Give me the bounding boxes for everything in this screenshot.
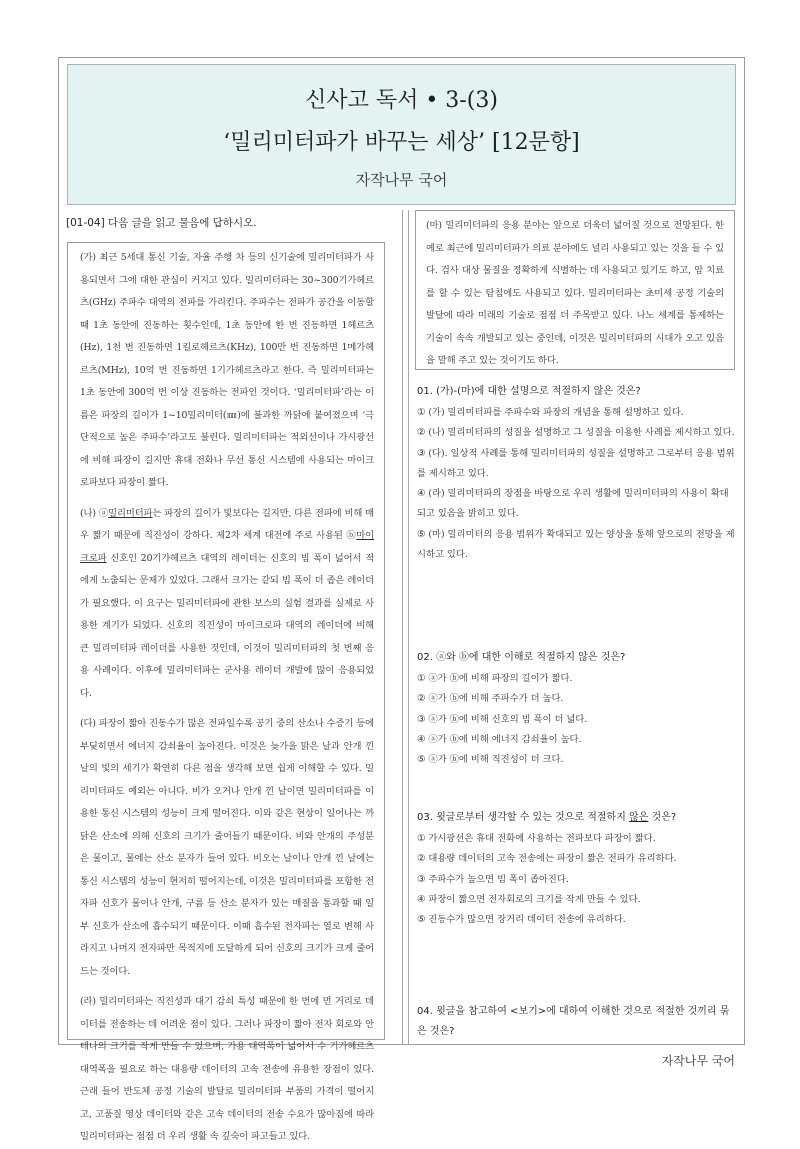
option-number: ④: [417, 488, 426, 500]
answer-option-1[interactable]: [417, 829, 737, 849]
paragraph-ga: (가) 최근 5세대 통신 기술, 자율 주행 차 등의 신기술에 밀리미터파가 사용되면서 그에 대한 관심이 커지고 있다. 밀리미터파는 30~300기가헤르츠(GHz) 주파수 대역의 전파를 가리킨다. 주파수는 전파가 공간을 이동할 때 1초 동안에 진동하는 횟수인데, 1초 동안에 한 번 진동하면 1헤르츠(Hz), 1천 번 진동하면 1킬로헤르츠(KHz), 100만 번 진동하면 1메가헤르츠(MHz), 10억 번 진동하면 1기가헤르츠라고 한다. 즉 밀리미터파는 1초 동안에 300억 번 이상 진동하는 전파인 것이다. ‘밀리미터파’라는 이름은 파장의 길이가 1~10밀리미터(㎜)에 불과한 까닭에 붙여졌으며 ‘극단적으로 높은 주파수’라고도 불린다. 밀리미터파는 적외선이나 가시광선에 비해 파장이 길지만 휴대 전화나 무선 통신 시스템에 사용되는 마이크로파보다 파장이 짧다.: [80, 252, 374, 488]
option-number: ①: [417, 407, 426, 418]
option-text: (라) 밀리미터파의 장점을 바탕으로 우리 생활에 밀리미터파의 사용이 확대되고 있음을 밝히고 있다.: [417, 488, 729, 520]
option-number: ④: [417, 893, 426, 905]
answer-option-2[interactable]: [417, 849, 737, 869]
question-title-end: 것은?: [648, 812, 677, 823]
question-title: 02. ⓐ와 ⓑ에 대한 이해로 적절하지 않은 것은?: [417, 652, 626, 663]
question-01: [417, 382, 737, 565]
option-text: 주파수가 높으면 빔 폭이 좁아진다.: [428, 873, 569, 885]
option-text: 파장이 짧으면 전자회로의 크기를 작게 만들 수 있다.: [428, 893, 641, 905]
title-header: [67, 64, 736, 205]
underlined-term-b: 마이크로파: [80, 530, 374, 564]
option-text: (마) 밀리미터의 응용 범위가 확대되고 있는 양상을 통해 앞으로의 전망을 제시하고 있다.: [417, 528, 735, 561]
question-04: [417, 1002, 737, 1043]
footer-brand: 자작나무 국어: [661, 1054, 735, 1068]
option-number: ⑤: [417, 528, 426, 540]
paragraph-ma: (마) 밀리미터파의 응용 분야는 앞으로 더욱더 넓어질 것으로 전망된다. 한 예로 최근에 밀리미터파가 의료 분야에도 널리 사용되고 있는 것을 들 수 있다. 검사 대상 물질을 정확하게 식별하는 데 사용되고 있기도 하고, 암 치료를 할 수 있는 탐침에도 사용되고 있다. 밀리미터파는 초미세 공정 기술의 발달에 따라 미래의 기술로 점점 더 주목받고 있다. 나노 세계를 통제하는 기술이 속속 개발되고 있는 중인데, 이것은 밀리미터파의 시대가 오고 있음을 말해 주고 있는 것이기도 하다.: [426, 220, 724, 366]
option-text: ⓐ가 ⓑ에 비해 파장의 길이가 짧다.: [428, 673, 573, 684]
answer-option-2[interactable]: [417, 689, 737, 709]
option-text: (나) 밀리미터파의 성질을 설명하고 그 성질을 이용한 사례를 제시하고 있다.: [428, 427, 735, 439]
option-number: ③: [417, 873, 426, 885]
question-title: 01. (가)-(마)에 대한 설명으로 적절하지 않은 것은?: [417, 386, 641, 397]
paragraph-na-start: (나) ⓐ: [80, 507, 109, 519]
column-divider-right: [408, 210, 409, 1045]
answer-option-3[interactable]: [417, 870, 737, 890]
option-text: 대용량 데이터의 고속 전송에는 파장이 짧은 전파가 유리하다.: [428, 853, 677, 865]
paragraph-da: (다) 파장이 짧아 진동수가 많은 전파일수록 공기 중의 산소나 수증기 등에 부딪히면서 에너지 감쇠율이 높아진다. 이것은 늦가을 맑은 날과 안개 낀 날의 빛의 세기가 확연히 다른 점을 생각해 보면 쉽게 이해할 수 있다. 밀리미터파도 예외는 아니다. 비가 오거나 안개 낀 날이면 밀리미터파를 이용한 통신 시스템의 성능이 크게 떨어진다. 이와 같은 현상이 일어나는 까닭은 산소에 의해 신호의 크기가 줄어들기 때문이다. 비와 안개의 주성분은 물이고, 물에는 산소 분자가 들어 있다. 비오는 날이나 안개 낀 날에는 통신 시스템의 성능이 현저히 떨어지는데, 이것은 밀리미터파를 포함한 전자파 신호가 물이나 안개, 구름 등 산소 분자가 있는 매질을 통과할 때 일부 신호가 산소에 흡수되기 때문이다. 이때 흡수된 전자파는 열로 변해 사라지고 나머지 전자파만 목적지에 도달하게 되어 신호의 크기가 크게 줄어드는 것이다.: [80, 718, 374, 977]
paragraph-na: [80, 503, 374, 706]
option-text: ⓐ가 ⓑ에 비해 신호의 빔 폭이 더 넓다.: [428, 713, 588, 725]
passage-box-continued: [415, 210, 735, 370]
column-divider-left: [402, 210, 403, 1045]
answer-option-1[interactable]: [417, 669, 737, 689]
answer-option-4[interactable]: [417, 484, 737, 525]
option-number: ③: [417, 447, 426, 459]
option-number: ⑤: [417, 914, 426, 926]
answer-option-5[interactable]: [417, 910, 737, 930]
option-number: ⑤: [417, 754, 426, 766]
emphasized-word: 않은: [629, 812, 649, 823]
option-text: 진동수가 많으면 장거리 데이터 전송에 유리하다.: [428, 914, 626, 926]
option-number: ④: [417, 733, 426, 745]
worksheet-subtitle: ‘밀리미터파가 바꾸는 세상’ [12문항]: [223, 130, 580, 155]
option-text: ⓐ가 ⓑ에 비해 직진성이 더 크다.: [428, 754, 564, 766]
instruction-text: [01-04] 다음 글을 읽고 물음에 답하시오.: [66, 217, 257, 229]
option-text: (다). 일상적 사례를 통해 밀리미터파의 성질을 설명하고 그로부터 응용 범위를 제시하고 있다.: [417, 447, 735, 479]
question-title: [417, 808, 737, 828]
brand-label: 자작나무 국어: [355, 171, 448, 189]
option-text: ⓐ가 ⓑ에 비해 에너지 감쇠율이 높다.: [428, 733, 582, 745]
paragraph-na-middle: 는 파장의 길이가 빛보다는 길지만, 다른 전파에 비해 매우 짧기 때문에 직진성이 강하다. 제2차 세계 대전에 주로 사용된 ⓑ: [80, 507, 374, 541]
worksheet-title: 신사고 독서 • 3-(3): [305, 88, 498, 113]
answer-option-5[interactable]: [417, 525, 737, 566]
option-number: ①: [417, 673, 426, 684]
answer-option-3[interactable]: [417, 710, 737, 730]
answer-option-5[interactable]: [417, 750, 737, 770]
paragraph-na-end: 신호인 20기가헤르츠 대역의 레이더는 신호의 빔 폭이 넓어서 적에게 노출되는 문제가 있었다. 그래서 크기는 같되 빔 폭이 더 좁은 레이더가 필요했다. 이 요구는 밀리미터파에 관한 보스의 실험 결과를 실제로 사용한 계기가 되었다. 신호의 직진성이 마이크로파 대역의 레이더에 비해 큰 밀리미터파 레이더를 사용한 것인데, 이것이 밀리미터파의 첫 번째 응용 사례이다. 이후에 밀리미터파는 군사용 레이더 개발에 많이 응용되었다.: [80, 552, 374, 699]
paragraph-ra: (라) 밀리미터파는 직진성과 대기 감쇠 특성 때문에 한 번에 먼 거리로 데이터를 전송하는 데 어려운 점이 있다. 그러나 파장이 짧아 전자 회로와 안테나의 크기를 작게 만들 수 있으며, 가용 대역폭이 넓어서 수 기가헤르츠 대역폭을 필요로 하는 대용량 데이터의 고속 전송에 유용한 장점이 있다. 근래 들어 반도체 공정 기술의 발달로 밀리미터파 부품의 가격이 떨어지고, 고품질 영상 데이터와 같은 고속 데이터의 전송 수요가 많아짐에 따라 밀리미터파는 점점 더 우리 생활 속 깊숙이 파고들고 있다.: [80, 996, 374, 1142]
option-number: ②: [417, 853, 426, 865]
question-title-start: 03. 윗글로부터 생각할 수 있는 것으로 적절하지: [417, 812, 630, 823]
option-text: 가시광선은 휴대 전화에 사용하는 전파보다 파장이 짧다.: [428, 833, 656, 844]
answer-option-3[interactable]: [417, 444, 737, 485]
passage-box: [67, 242, 385, 1142]
underlined-term-a: 밀리미터파: [108, 507, 153, 519]
answer-option-2[interactable]: [417, 423, 737, 443]
answer-option-1[interactable]: [417, 403, 737, 423]
option-text: ⓐ가 ⓑ에 비해 주파수가 더 높다.: [428, 693, 564, 705]
option-number: ②: [417, 427, 426, 439]
answer-option-4[interactable]: [417, 730, 737, 750]
option-number: ①: [417, 833, 426, 844]
answer-option-4[interactable]: [417, 890, 737, 910]
option-number: ③: [417, 713, 426, 725]
option-text: (가) 밀리미터파를 주파수와 파장의 개념을 통해 설명하고 있다.: [428, 407, 684, 418]
question-title: 04. 윗글을 참고하여 <보기>에 대하여 이해한 것으로 적절한 것끼리 묶은 것은?: [417, 1006, 730, 1037]
question-02: [417, 648, 737, 770]
question-03: [417, 808, 737, 930]
option-number: ②: [417, 693, 426, 705]
